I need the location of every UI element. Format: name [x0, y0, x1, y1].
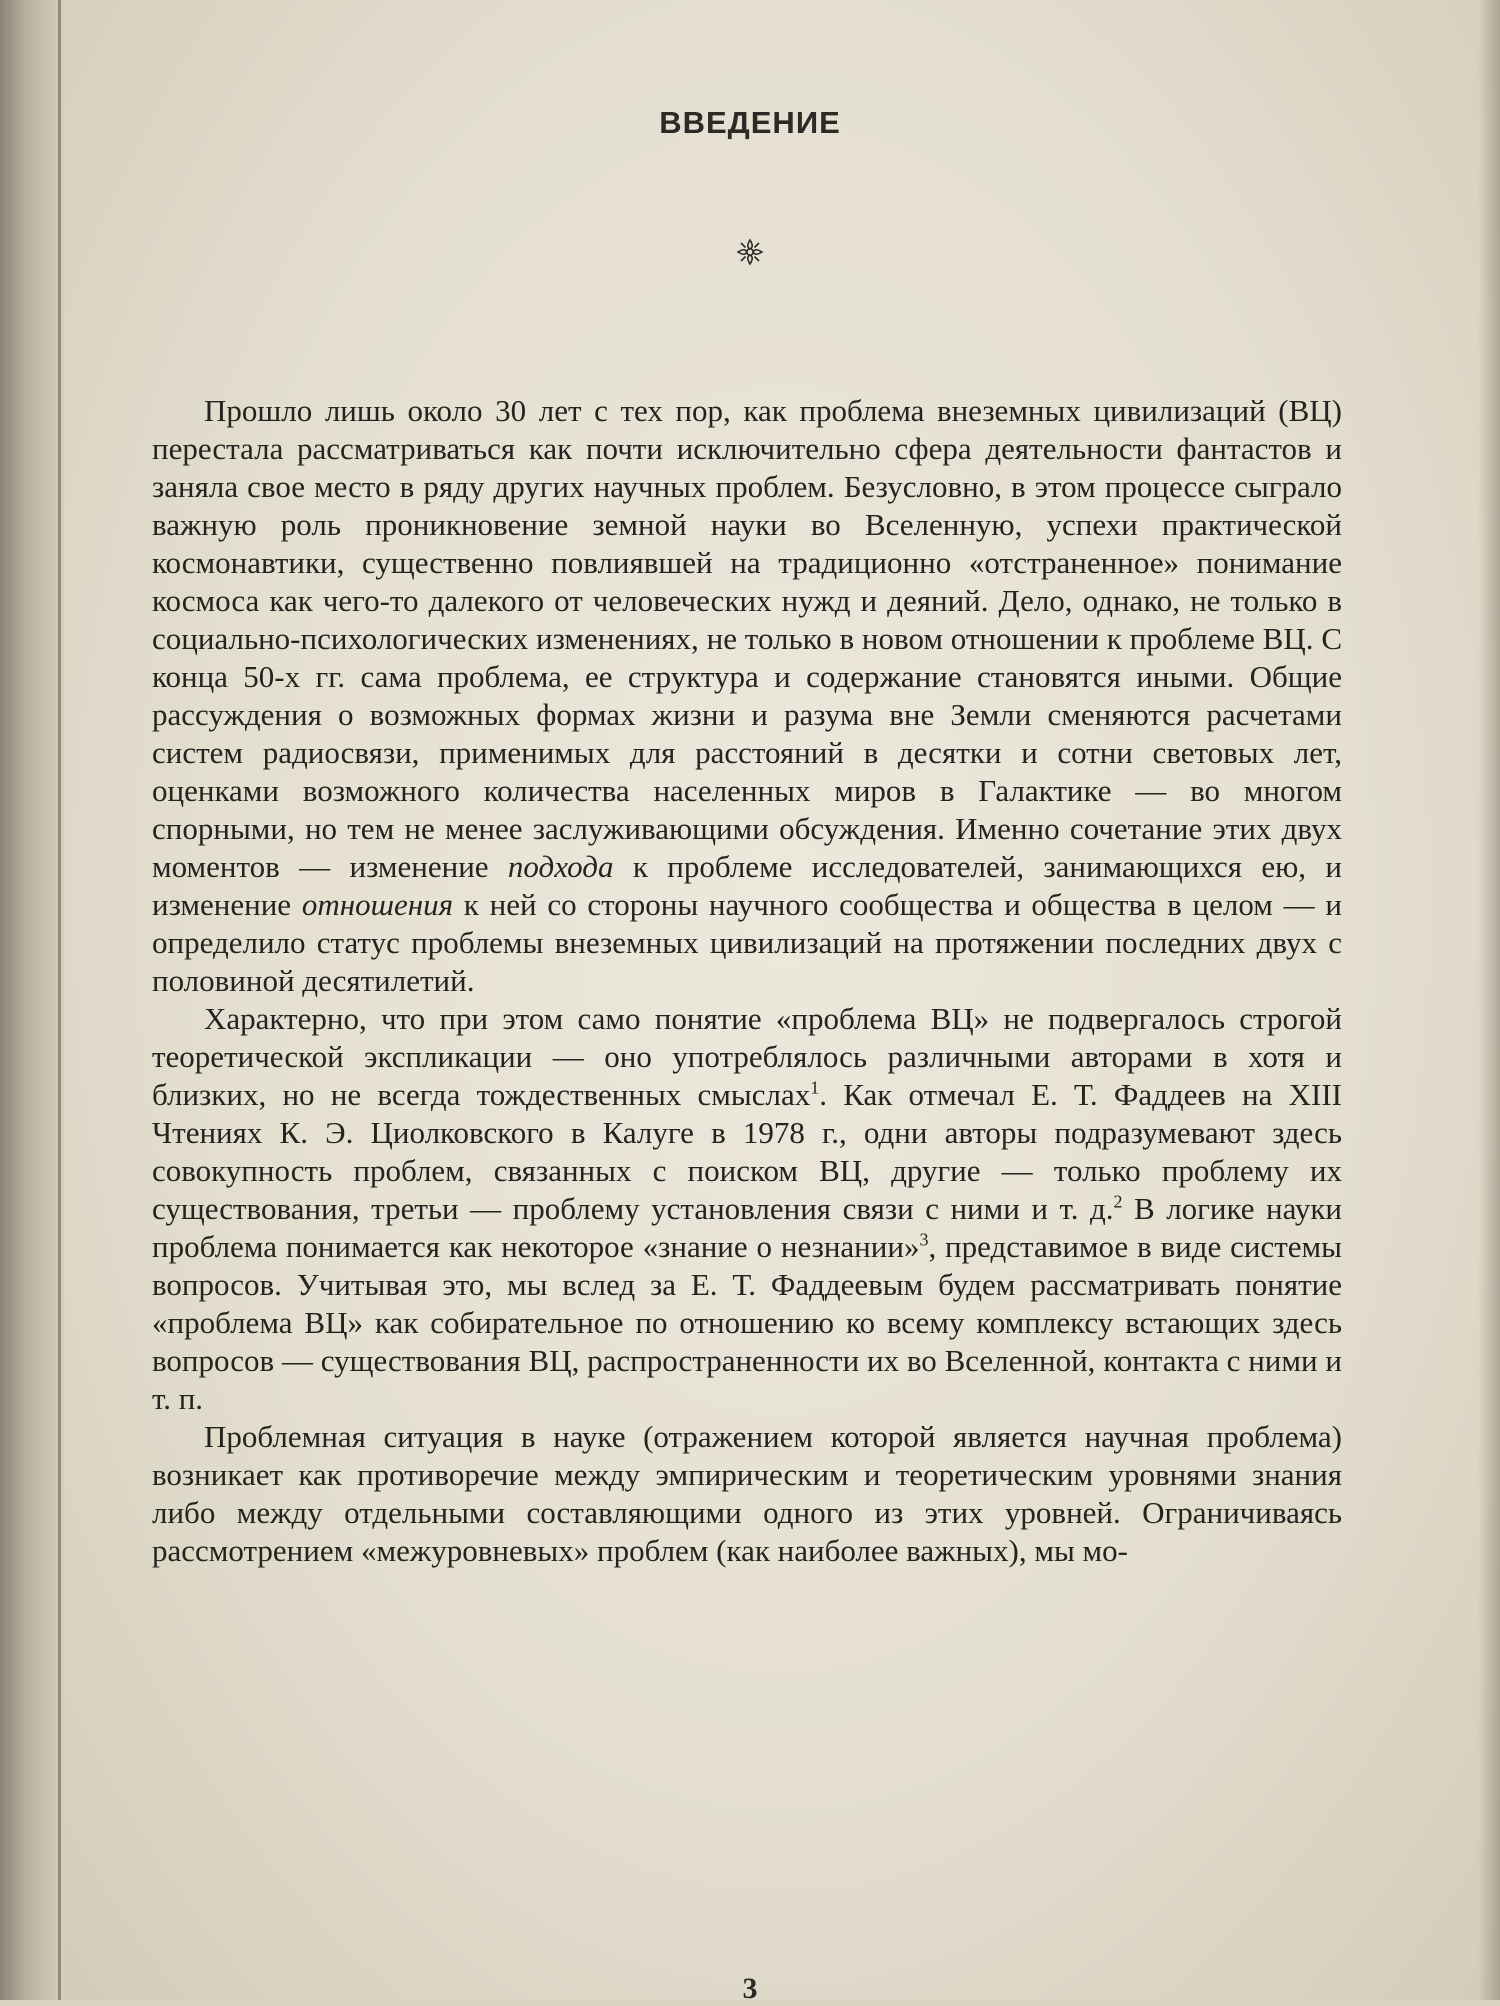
text-segment: к проблеме исследователей, занимающихся ею, и изменение: [152, 849, 1342, 922]
footnote-ref: 2: [1113, 1191, 1123, 1212]
footnote-ref: 1: [810, 1077, 820, 1098]
text-segment: В логике науки проблема понимается как некоторое «знание о незнании»: [152, 1191, 1342, 1264]
text-segment: Прошло лишь около 30 лет с тех пор, как проблема внеземных цивилизаций (ВЦ) перестала рассматриваться как почти исключительно сфера деятельности фантастов и заняла свое место в ряду других научных проблем. Безусловно, в этом процессе сыграло важную роль проникновение земной науки во Вселенную, успехи практической космонавтики, существенно повлиявшей на традиционно «отстраненное» понимание космоса как чего-то далекого от человеческих нужд и деяний. Дело, однако, не только в социально-психологических изменениях, не только в новом отношении к проблеме ВЦ. С конца 50-х гг. сама проблема, ее структура и содержание становятся иными. Общие рассуждения о возможных формах жизни и разума вне Земли сменяются расчетами систем радиосвязи, применимых для расстояний в десятки и сотни световых лет, оценками возможного количества населенных миров в Галактике — во многом спорными, но тем не менее заслуживающими обсуждения. Именно сочетание этих двух моментов — изменение: [152, 393, 1342, 884]
floral-ornament-icon: [735, 237, 765, 267]
book-spine: [0, 0, 64, 2000]
emphasis-text: отношения: [301, 887, 454, 922]
paragraph: [152, 392, 1342, 1000]
page-number: 3: [742, 1972, 758, 2005]
page-edge-right: [1478, 0, 1500, 2000]
text-segment: Проблемная ситуация в науке (отражением которой является научная проблема) возникает как противоречие между эмпирическим и теоретическим уровнями знания либо между отдельными составляющими одного из этих уровней. Ограничиваясь рассмотрением «межуровневых» проблем (как наиболее важных), мы мо-: [152, 1419, 1342, 1568]
page-edge-left: [58, 0, 61, 2000]
emphasis-text: подхода: [507, 849, 614, 884]
paragraph: [152, 1000, 1342, 1418]
text-segment: Характерно, что при этом само понятие «проблема ВЦ» не подвергалось строгой теоретической экспликации — оно употреблялось различными авторами в хотя и близких, но не всегда тождественных смыслах: [152, 1001, 1342, 1112]
text-segment: . Как отмечал Е. Т. Фаддеев на XIII Чтениях К. Э. Циолковского в Калуге в 1978 г., одни авторы подразумевают здесь совокупность проблем, связанных с поиском ВЦ, другие — только проблему их существования, третьи — проблему установления связи с ними и т. д.: [152, 1077, 1342, 1226]
chapter-heading: ВВЕДЕНИЕ: [659, 105, 841, 140]
paragraph: [152, 1418, 1342, 1570]
text-segment: , представимое в виде системы вопросов. Учитывая это, мы вслед за Е. Т. Фаддеевым будем рассматривать понятие «проблема ВЦ» как собирательное по отношению ко всему комплексу встающих здесь вопросов — существования ВЦ, распространенности их во Вселенной, контакта с ними и т. п.: [152, 1229, 1342, 1416]
text-segment: к ней со стороны научного сообщества и общества в целом — и определило статус проблемы внеземных цивилизаций на протяжении последних двух с половиной десятилетий.: [152, 887, 1342, 998]
footnote-ref: 3: [919, 1229, 929, 1250]
body-text: [152, 392, 1342, 1570]
